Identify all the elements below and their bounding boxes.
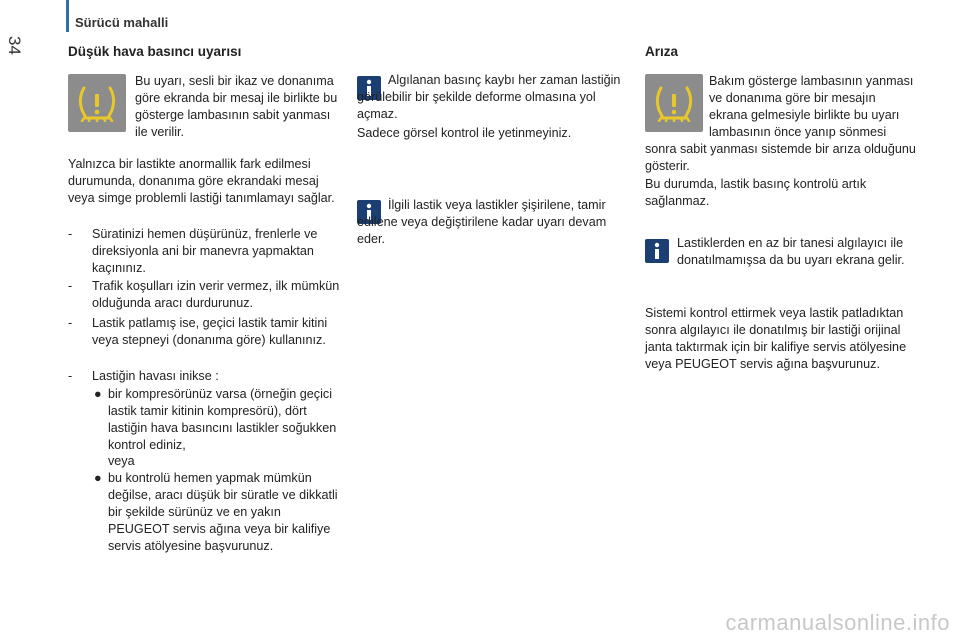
- sub-list-item: ● bir kompresörünüz varsa (örneğin geçici lastik tamir kitinin kompresörü), dört lastiğin hava basıncını lastikler soğukken kontrol ediniz,: [94, 387, 337, 452]
- info-note-pressure-loss: Algılanan basınç kaybı her zaman lastiğin görülebilir bir şekilde deforme olmasına yol açmaz.: [357, 73, 621, 121]
- section-title-low-pressure: Düşük hava basıncı uyarısı: [68, 44, 242, 59]
- fault-intro: Bakım gösterge lambasının yanması ve donanıma göre bir mesajın ekrana gelmesiyle birlikte bu uyarı lambasının önce yanıp sönmesi sonra sabit yanması sistemde bir arıza olduğunu gösterir.: [645, 74, 916, 173]
- low-pressure-body: Yalnızca bir lastikte anormallik fark edilmesi durumunda, donanıma göre ekrandaki mesaj veya simge problemli lastiği tanımlamayı sağlar.: [68, 157, 335, 205]
- section-title-fault: Arıza: [645, 44, 679, 59]
- sub-list-item: ● bu kontrolü hemen yapmak mümkün değilse, aracı düşük bir süratle ve dikkatli bir şekilde sürünüz ve en yakın PEUGEOT servis ağına veya bir kalifiye servis atölyesine başvurunuz.: [94, 471, 338, 553]
- page-number: 34: [5, 36, 24, 55]
- section-header: Sürücü mahalli: [75, 15, 169, 30]
- list-item: - Lastiğin havası inikse :: [68, 369, 219, 383]
- or-text: veya: [108, 454, 135, 468]
- list-item: - Lastik patlamış ise, geçici lastik tamir kitini veya stepneyi (donanıma göre) kullanınız.: [68, 316, 328, 347]
- list-item: - Süratinizi hemen düşürünüz, frenlerle ve direksiyonla ani bir manevra yapmaktan kaçınınız.: [68, 227, 318, 275]
- header-accent-bar: [66, 0, 69, 32]
- fault-final: Sistemi kontrol ettirmek veya lastik patladıktan sonra algılayıcı ile donatılmış bir lastiği orijinal janta taktırmak için bir kalifiye servis atölyesine veya PEUGEOT servis ağına başvurunuz.: [645, 306, 907, 371]
- tyre-pressure-warning-icon: [68, 74, 126, 132]
- info-note-sensor: Lastiklerden en az bir tanesi algılayıcı ile donatılmamışsa da bu uyarı ekrana gelir.: [677, 236, 905, 267]
- low-pressure-intro: Bu uyarı, sesli bir ikaz ve donanıma göre ekranda bir mesaj ile birlikte bu gösterge lambasının sabit yanması ile verilir.: [135, 74, 338, 139]
- info-icon: [645, 239, 669, 263]
- list-item: - Trafik koşulları izin verir vermez, ilk mümkün olduğunda aracı durdurunuz.: [68, 279, 340, 310]
- fault-body: Bu durumda, lastik basınç kontrolü artık sağlanmaz.: [645, 177, 867, 208]
- info-note-visual-check: Sadece görsel kontrol ile yetinmeyiniz.: [357, 126, 572, 140]
- fault-intro-block: [645, 73, 917, 175]
- info-note-warning-persists: İlgili lastik veya lastikler şişirilene, tamir edilene veya değiştirilene kadar uyarı devam eder.: [357, 198, 607, 246]
- watermark: carmanualsonline.info: [725, 610, 950, 635]
